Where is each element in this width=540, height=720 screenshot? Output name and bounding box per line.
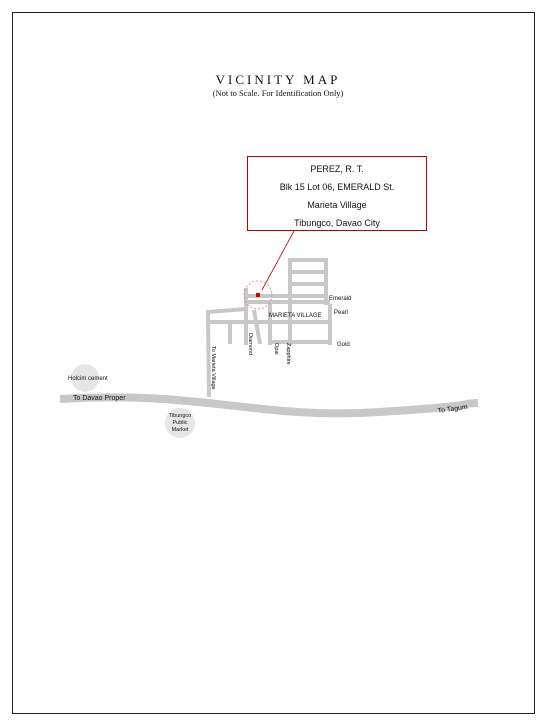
- market-label-line2: Public: [172, 420, 188, 426]
- street-zapphire: Zapphire: [285, 343, 291, 365]
- owner-city: Tibungco, Davao City: [294, 218, 380, 228]
- village-roads: [246, 258, 330, 345]
- street-pearl: Pearl: [334, 310, 349, 316]
- market-label-line3: Market: [171, 427, 189, 433]
- market-label-line1: Tibungco: [168, 413, 192, 419]
- street-opal: Opal: [273, 343, 279, 355]
- to-davao-label: To Davao Proper: [73, 395, 126, 402]
- owner-name: PEREZ, R. T.: [310, 164, 364, 174]
- to-tagum-label: To Tagum: [437, 403, 469, 415]
- village-label: MARIETA VILLAGE: [269, 313, 322, 319]
- street-emerald: Emerald: [329, 296, 352, 302]
- road-to-marieta-label: To Marieta Village: [210, 346, 216, 390]
- map-subtitle: (Not to Scale. For Identification Only): [212, 88, 344, 98]
- street-gold: Gold: [337, 342, 350, 348]
- street-diamond: Diamond: [247, 333, 253, 356]
- holcim-label: Holcim cement: [68, 376, 108, 382]
- owner-address: Blk 15 Lot 06, EMERALD St.: [279, 182, 395, 192]
- property-marker: [256, 293, 260, 297]
- owner-village: Marieta Village: [307, 200, 367, 210]
- map-title: VICINITY MAP: [215, 72, 341, 87]
